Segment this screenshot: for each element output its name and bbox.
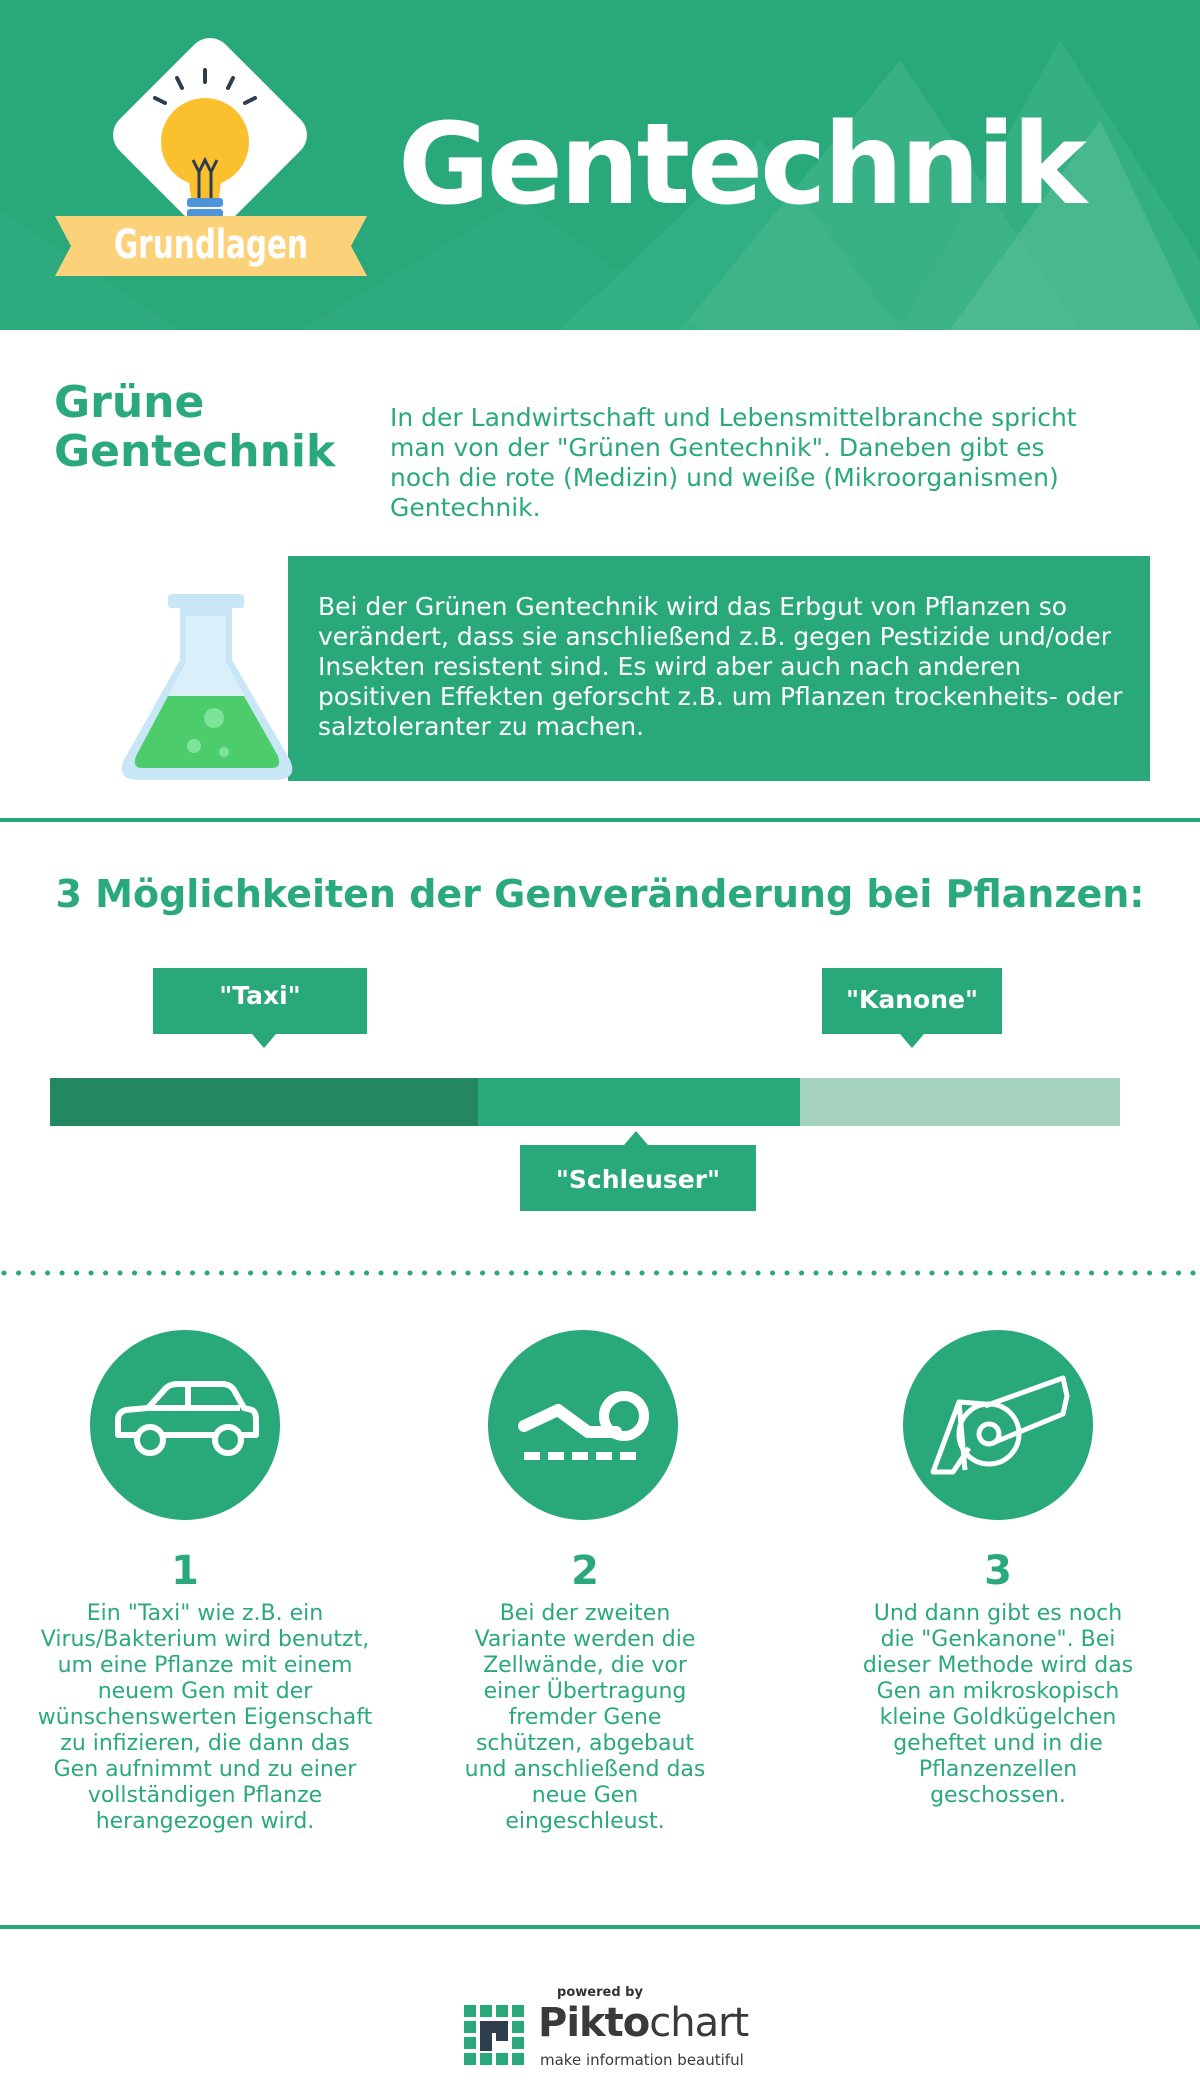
piktochart-tagline: make information beautiful xyxy=(540,2051,744,2069)
dotted-divider xyxy=(0,1270,1200,1276)
callout-taxi xyxy=(153,968,367,1034)
methods-overview-heading: 3 Möglichkeiten der Genveränderung bei Pflanzen: xyxy=(55,872,1145,916)
method-3-number: 3 xyxy=(984,1548,1012,1594)
heading-line-2: Gentechnik xyxy=(54,426,336,477)
method-2-number: 2 xyxy=(571,1548,599,1594)
callout-schleuser xyxy=(520,1145,756,1211)
powered-by-label: powered by xyxy=(557,1985,643,2000)
footer-divider xyxy=(0,1925,1200,1929)
piktochart-logo-icon[interactable] xyxy=(464,2005,526,2067)
intro-paragraph: In der Landwirtschaft und Lebensmittelbranche spricht man von der "Grünen Gentechnik". Daneben gibt es noch die rote (Medizin) und weiße (Mikroorganismen) Gentechnik. xyxy=(390,403,1077,522)
section-divider xyxy=(0,818,1200,822)
callout-schleuser-pointer xyxy=(624,1131,648,1145)
brand-rest: chart xyxy=(649,2000,749,2046)
callout-taxi-pointer xyxy=(252,1034,276,1048)
callout-schleuser-label: "Schleuser" xyxy=(555,1165,721,1194)
callout-kanone-label: "Kanone" xyxy=(845,985,979,1014)
bar-segment-kanone xyxy=(800,1078,1120,1126)
smuggler-icon xyxy=(488,1330,678,1520)
callout-taxi-label: "Taxi" xyxy=(219,981,301,1010)
method-1-description: Ein "Taxi" wie z.B. ein Virus/Bakterium wird benutzt, um eine Pflanze mit einem neuem Gen mit der wünschenswerten Eigenschaft zu infizieren, die dann das Gen aufnimmt und zu einer vollständigen Pflanze herangezogen wird. xyxy=(37,1601,373,1834)
method-3-description: Und dann gibt es noch die "Genkanone". Bei dieser Methode wird das Gen an mikroskopisch kleine Goldkügelchen geheftet und in die Pflanzenzellen geschossen. xyxy=(862,1601,1134,1808)
section-heading-green-biotech xyxy=(54,378,374,476)
info-box-text: Bei der Grünen Gentechnik wird das Erbgut von Pflanzen so verändert, dass sie anschließend z.B. gegen Pestizide und/oder Insekten resistent sind. Es wird aber auch nach anderen positiven Effekten geforscht z.B. um Pflanzen trockenheits- oder salztoleranter zu machen. xyxy=(318,592,1123,741)
cannon-icon xyxy=(903,1330,1093,1520)
page-title: Gentechnik xyxy=(398,100,1084,230)
callout-kanone xyxy=(822,968,1002,1034)
heading-line-1: Grüne xyxy=(54,377,205,428)
badge-label: Grundlagen xyxy=(113,222,309,268)
method-1-number: 1 xyxy=(171,1548,199,1594)
bar-segment-schleuser xyxy=(478,1078,800,1126)
method-2-icon-circle xyxy=(488,1330,678,1520)
method-1-icon-circle xyxy=(90,1330,280,1520)
brand-bold: Pikto xyxy=(538,2000,650,2046)
car-icon xyxy=(90,1330,280,1520)
bar-segment-taxi xyxy=(50,1078,478,1126)
flask-icon xyxy=(112,590,312,790)
method-2-description: Bei der zweiten Variante werden die Zellwände, die vor einer Übertragung fremder Gene schützen, abgebaut und anschließend das neue Gen eingeschleust. xyxy=(464,1601,706,1834)
header-banner xyxy=(0,0,1200,330)
method-3-icon-circle xyxy=(903,1330,1093,1520)
piktochart-wordmark[interactable] xyxy=(538,2000,748,2046)
callout-kanone-pointer xyxy=(900,1034,924,1048)
